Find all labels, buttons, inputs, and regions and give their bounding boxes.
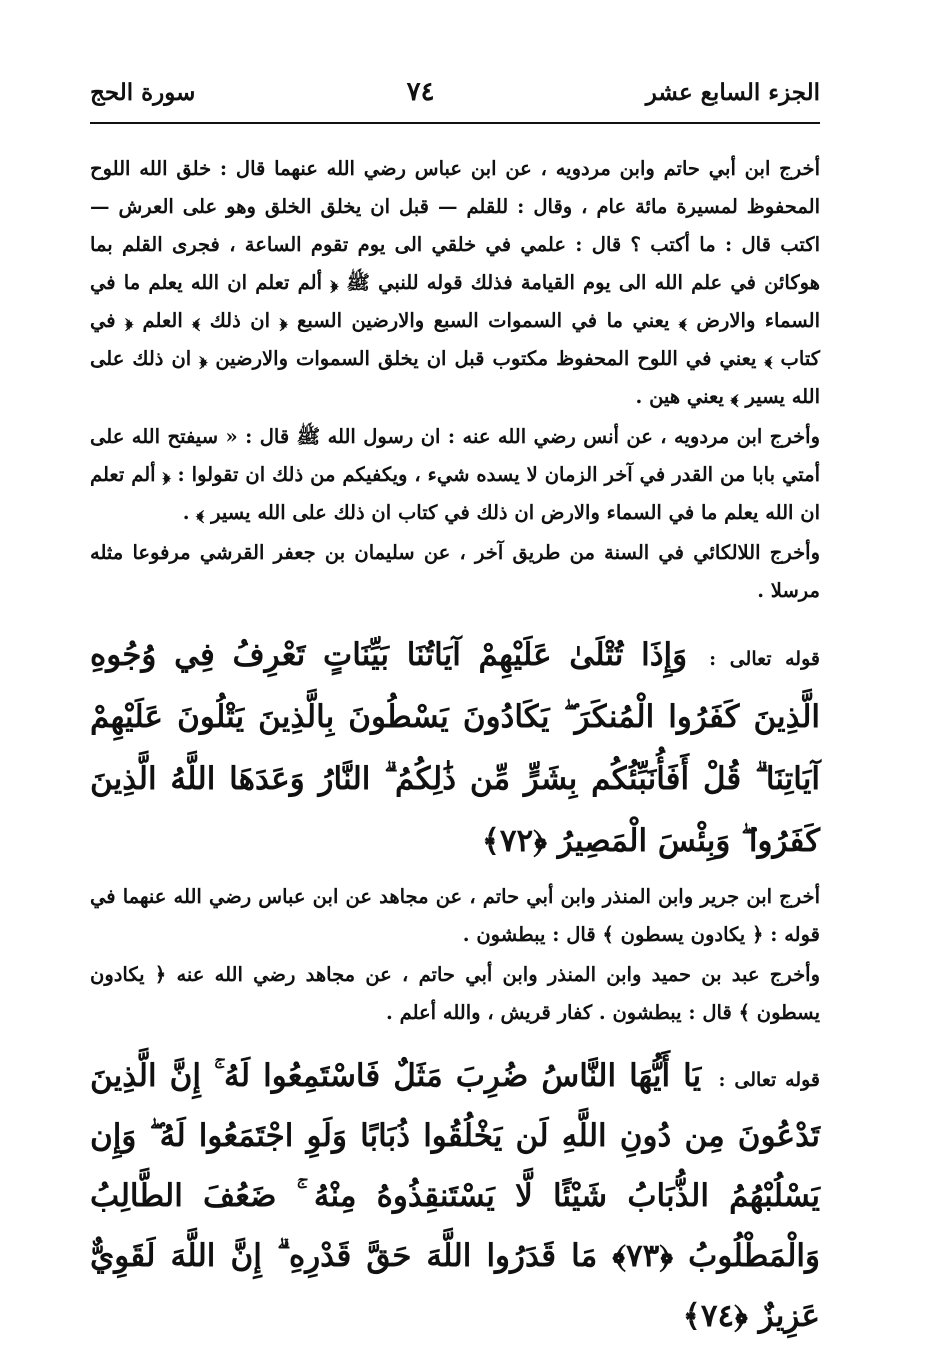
verse-intro: قوله تعالى : — [718, 1069, 821, 1091]
tafsir-paragraph: وأخرج ابن مردويه ، عن أنس رضي الله عنه : ان رسول الله ﷺ قال : « سيفتح الله على أمتي بابا من القدر في آخر الزمان لا يسده شيء ، ويكفيكم من ذلك ان تقولوا : ﴿ ألم تعلم ان الله يعلم ما في السماء والارض ان ذلك في كتاب ان ذلك على الله يسير ﴾ . — [90, 425, 820, 524]
verse-intro: قوله تعالى : — [709, 648, 820, 670]
page-number: ٧٤ — [406, 77, 435, 107]
juz-label: الجزء السابع عشر — [645, 78, 820, 106]
tafsir-paragraph: وأخرج اللالكائي في السنة من طريق آخر ، عن سليمان بن جعفر القرشي مرفوعا مثله مرسلا . — [90, 541, 820, 602]
quran-verse-block — [90, 1046, 820, 1346]
surah-label: سورة الحج — [90, 78, 196, 106]
tafsir-paragraph: أخرج ابن جرير وابن المنذر وابن أبي حاتم ، عن مجاهد عن ابن عباس رضي الله عنهما في قوله : ﴿ يكادون يسطون ﴾ قال : يبطشون . — [90, 885, 820, 946]
tafsir-paragraph: وأخرج عبد بن حميد وابن المنذر وابن أبي حاتم ، عن مجاهد رضي الله عنه ﴿ يكادون يسطون ﴾ قال : يبطشون . كفار قريش ، والله أعلم . — [90, 963, 820, 1024]
header-rule — [90, 122, 820, 124]
quran-verse: وَإِذَا تُتْلَىٰ عَلَيْهِمْ آيَاتُنَا بَيِّنَاتٍ تَعْرِفُ فِي وُجُوهِ الَّذِينَ كَفَرُوا الْمُنكَرَ ۖ يَكَادُونَ يَسْطُونَ بِالَّذِينَ يَتْلُونَ عَلَيْهِمْ آيَاتِنَا ۗ قُلْ أَفَأُنَبِّئُكُم بِشَرٍّ مِّن ذَٰلِكُمُ ۗ النَّارُ وَعَدَهَا اللَّهُ الَّذِينَ كَفَرُوا ۖ وَبِئْسَ الْمَصِيرُ ﴿٧٢﴾ — [90, 637, 820, 859]
page-header — [90, 70, 820, 114]
quran-verse-block — [90, 624, 820, 872]
page-body — [90, 150, 820, 1352]
tafsir-paragraph: أخرج ابن أبي حاتم وابن مردويه ، عن ابن عباس رضي الله عنهما قال : خلق الله اللوح المحفوظ لمسيرة مائة عام ، وقال : للقلم — قبل ان يخلق الخلق وهو على العرش — اكتب قال : ما أكتب ؟ قال : علمي في خلقي الى يوم تقوم الساعة ، فجرى القلم بما هوكائن في علم الله الى يوم القيامة فذلك قوله للنبي ﷺ ﴿ ألم تعلم ان الله يعلم ما في السماء والارض ﴾ يعني ما في السموات السبع والارضين السبع ﴿ ان ذلك ﴾ العلم ﴿ في كتاب ﴾ يعني في اللوح المحفوظ مكتوب قبل ان يخلق السموات والارضين ﴿ ان ذلك على الله يسير ﴾ يعني هين . — [90, 157, 820, 408]
quran-verse: يَا أَيُّهَا النَّاسُ ضُرِبَ مَثَلٌ فَاسْتَمِعُوا لَهُ ۚ إِنَّ الَّذِينَ تَدْعُونَ مِن دُونِ اللَّهِ لَن يَخْلُقُوا ذُبَابًا وَلَوِ اجْتَمَعُوا لَهُ ۖ وَإِن يَسْلُبْهُمُ الذُّبَابُ شَيْئًا لَّا يَسْتَنقِذُوهُ مِنْهُ ۚ ضَعُفَ الطَّالِبُ وَالْمَطْلُوبُ ﴿٧٣﴾ مَا قَدَرُوا اللَّهَ حَقَّ قَدْرِهِ ۗ إِنَّ اللَّهَ لَقَوِيٌّ عَزِيزٌ ﴿٧٤﴾ — [90, 1058, 820, 1334]
